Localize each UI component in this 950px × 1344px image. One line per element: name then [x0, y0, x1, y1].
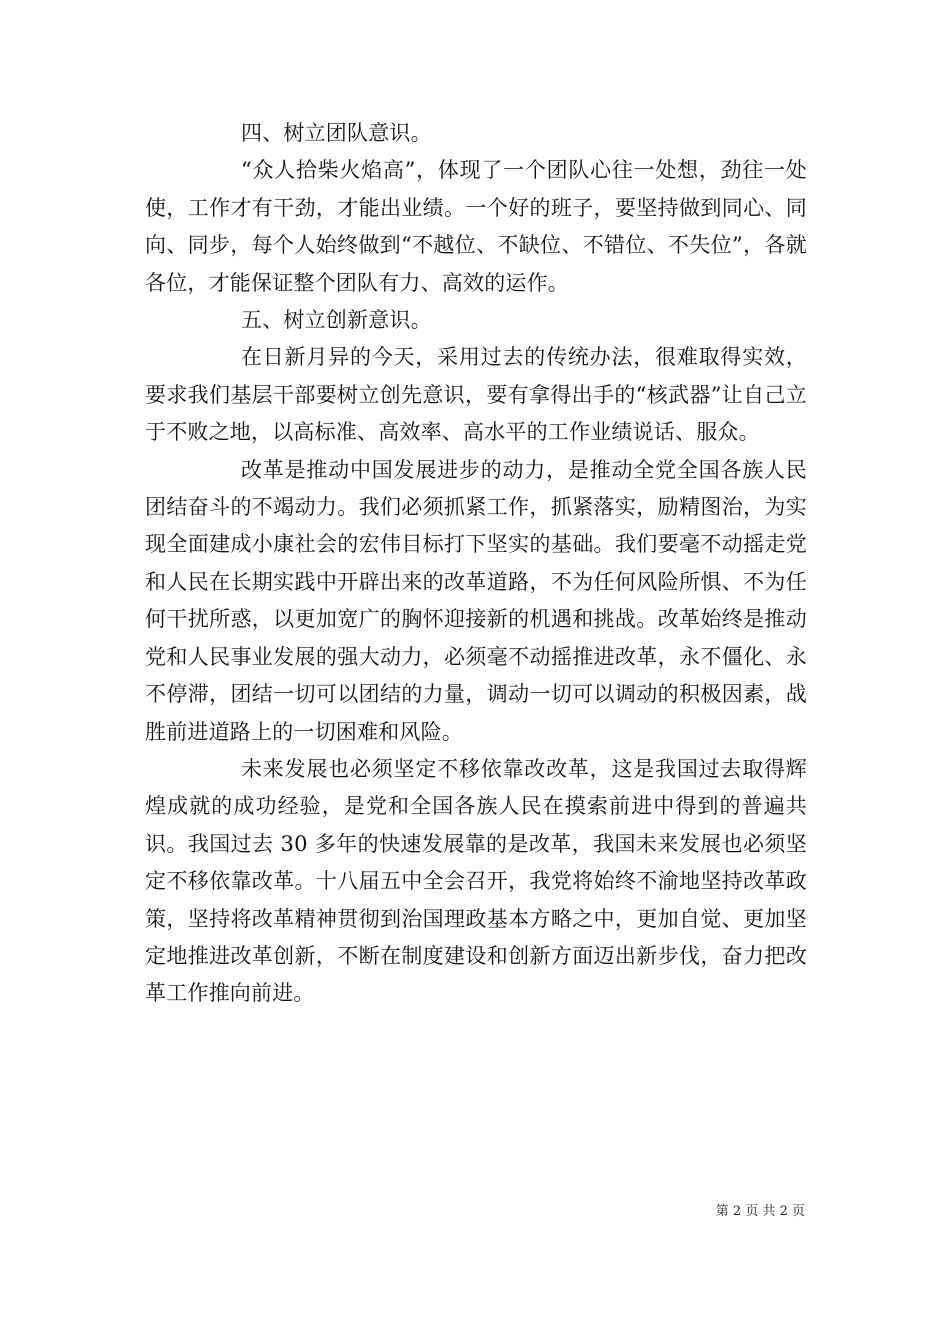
paragraph-innovation: 在日新月异的今天，采用过去的传统办法，很难取得实效，要求我们基层干部要树立创先意识，要有拿得出手的“核武器”让自己立于不败之地，以高标准、高效率、高水平的工作业绩说话、服众。: [145, 345, 807, 445]
document-body: [145, 115, 807, 1013]
heading-innovation-awareness: 五、树立创新意识。: [241, 308, 432, 333]
paragraph-team: “众人拾柴火焰高”，体现了一个团队心往一处想，劲往一处使，工作才有干劲，才能出业绩。一个好的班子，要坚持做到同心、同向、同步，每个人始终做到“不越位、不缺位、不错位、不失位”，各就各位，才能保证整个团队有力、高效的运作。: [145, 158, 807, 295]
page-number: 第 2 页 共 2 页: [715, 1204, 805, 1219]
paragraph-reform: 改革是推动中国发展进步的动力，是推动全党全国各族人民团结奋斗的不竭动力。我们必须抓紧工作，抓紧落实，励精图治，为实现全面建成小康社会的宏伟目标打下坚实的基础。我们要毫不动摇走党和人民在长期实践中开辟出来的改革道路，不为任何风险所惧、不为任何干扰所惑，以更加宽广的胸怀迎接新的机遇和挑战。改革始终是推动党和人民事业发展的强大动力，必须毫不动摇推进改革，永不僵化、永不停滞，团结一切可以团结的力量，调动一切可以调动的积极因素，战胜前进道路上的一切困难和风险。: [145, 457, 807, 744]
paragraph-future-development: 未来发展也必须坚定不移依靠改改革，这是我国过去取得辉煌成就的成功经验，是党和全国各族人民在摸索前进中得到的普遍共识。我国过去 30 多年的快速发展靠的是改革，我国未来发展也必须坚定不移依靠改革。十八届五中全会召开，我党将始终不渝地坚持改革政策，坚持将改革精神贯彻到治国理政基本方略之中，更加自觉、更加坚定地推进改革创新，不断在制度建设和创新方面迈出新步伐，奋力把改革工作推向前进。: [145, 756, 807, 1006]
heading-team-awareness: 四、树立团队意识。: [241, 121, 432, 145]
